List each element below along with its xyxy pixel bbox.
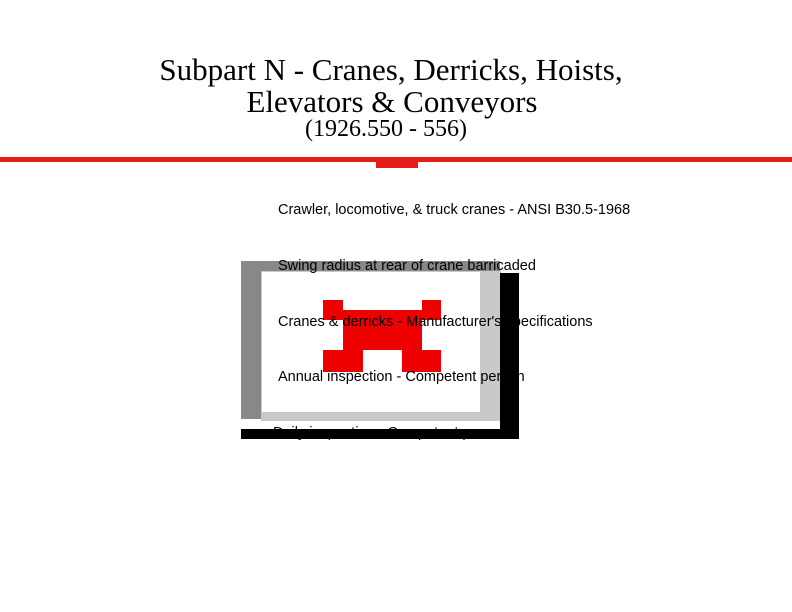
slide-subtitle: (1926.550 - 556) (305, 116, 467, 142)
slide-title-line-1: Subpart N - Cranes, Derricks, Hoists, (159, 52, 623, 87)
bullet-item: Daily inspection - Competent person (273, 425, 507, 441)
title-divider-accent (376, 162, 418, 168)
bullet-item: Swing radius at rear of crane barricaded (278, 258, 536, 274)
crane-hazard-icon (323, 300, 441, 372)
frame-shadow-right (500, 273, 519, 439)
crane-graphic-frame (241, 261, 519, 439)
slide-title-line-2: Elevators & Conveyors (246, 84, 538, 119)
bullet-item: Cranes & derricks - Manufacturer's specifications (278, 314, 593, 330)
bullet-item: Annual inspection - Competent person (278, 369, 525, 385)
bullet-item: Crawler, locomotive, & truck cranes - ANSI B30.5-1968 (278, 202, 631, 218)
